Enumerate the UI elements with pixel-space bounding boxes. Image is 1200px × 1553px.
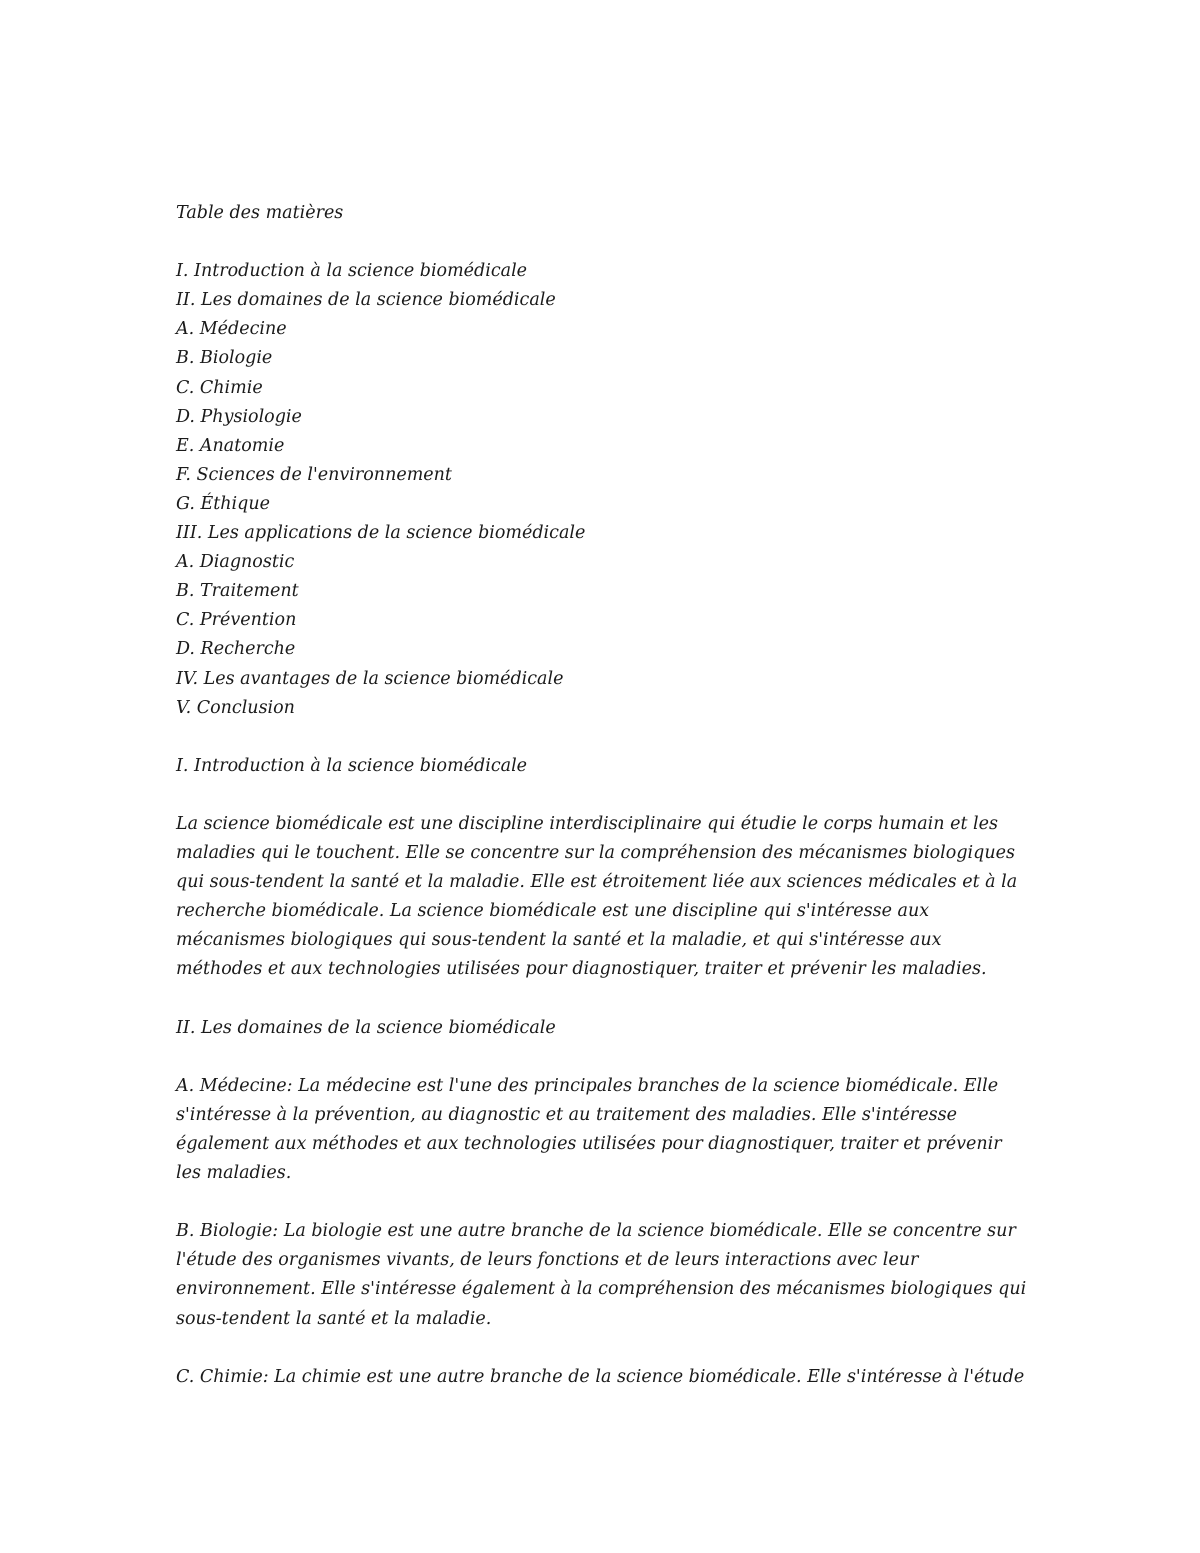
toc-item: A. Diagnostic: [176, 552, 295, 573]
paragraph-line: également aux méthodes et aux technologies utilisées pour diagnostiquer, traiter et prévenir: [176, 1134, 1002, 1154]
medecine-paragraph: [176, 1072, 1046, 1188]
blank-line: [176, 228, 1046, 257]
toc-list: [176, 257, 1046, 723]
paragraph-line: recherche biomédicale. La science biomédicale est une discipline qui s'intéresse aux: [176, 901, 930, 922]
paragraph-line: s'intéresse à la prévention, au diagnostic et au traitement des maladies. Elle s'intéresse: [176, 1104, 957, 1125]
toc-item: IV. Les avantages de la science biomédicale: [176, 668, 564, 689]
paragraph-line: La science biomédicale est une discipline interdisciplinaire qui étudie le corps humain et les: [176, 813, 998, 834]
toc-item: B. Traitement: [176, 581, 299, 602]
introduction-paragraph: [176, 810, 1046, 985]
document-body: [176, 199, 1046, 1392]
paragraph-line: environnement. Elle s'intéresse également à la compréhension des mécanismes biologiques qui: [176, 1279, 1027, 1300]
paragraph-line: mécanismes biologiques qui sous-tendent la santé et la maladie, et qui s'intéresse aux: [176, 930, 942, 951]
toc-item: I. Introduction à la science biomédicale: [176, 261, 528, 282]
chimie-paragraph: [176, 1363, 1046, 1392]
toc-item: V. Conclusion: [176, 697, 295, 718]
section-heading-introduction: I. Introduction à la science biomédicale: [176, 755, 528, 776]
toc-item: A. Médecine: [176, 319, 287, 340]
blank-line: [176, 985, 1046, 1014]
toc-item: D. Physiologie: [176, 406, 302, 427]
toc-item: C. Chimie: [176, 377, 263, 398]
paragraph-line: les maladies.: [176, 1163, 292, 1184]
toc-item: F. Sciences de l'environnement: [176, 464, 452, 485]
blank-line: [176, 1334, 1046, 1363]
toc-item: E. Anatomie: [176, 435, 285, 456]
toc-item: G. Éthique: [176, 493, 270, 514]
paragraph-line: l'étude des organismes vivants, de leurs fonctions et de leurs interactions avec leur: [176, 1250, 919, 1271]
toc-item: D. Recherche: [176, 639, 296, 660]
paragraph-line: qui sous-tendent la santé et la maladie. Elle est étroitement liée aux sciences médicales et à la: [176, 872, 1018, 893]
blank-line: [176, 1043, 1046, 1072]
paragraph-line: C. Chimie: La chimie est une autre branche de la science biomédicale. Elle s'intéresse à l'étude: [176, 1366, 1025, 1387]
toc-item: C. Prévention: [176, 610, 297, 631]
toc-title: Table des matières: [176, 203, 344, 223]
toc-item: B. Biologie: [176, 348, 273, 369]
paragraph-line: B. Biologie: La biologie est une autre branche de la science biomédicale. Elle se concentre sur: [176, 1221, 1016, 1242]
section-heading-domaines: II. Les domaines de la science biomédicale: [176, 1017, 556, 1038]
toc-item: III. Les applications de la science biomédicale: [176, 523, 586, 544]
blank-line: [176, 723, 1046, 752]
blank-line: [176, 781, 1046, 810]
biologie-paragraph: [176, 1217, 1046, 1333]
blank-line: [176, 1188, 1046, 1217]
paragraph-line: A. Médecine: La médecine est l'une des principales branches de la science biomédicale. Elle: [176, 1075, 999, 1096]
toc-item: II. Les domaines de la science biomédicale: [176, 290, 556, 311]
paragraph-line: sous-tendent la santé et la maladie.: [176, 1308, 492, 1329]
paragraph-line: maladies qui le touchent. Elle se concentre sur la compréhension des mécanismes biologiques: [176, 843, 1015, 864]
paragraph-line: méthodes et aux technologies utilisées pour diagnostiquer, traiter et prévenir les maladies.: [176, 959, 987, 980]
